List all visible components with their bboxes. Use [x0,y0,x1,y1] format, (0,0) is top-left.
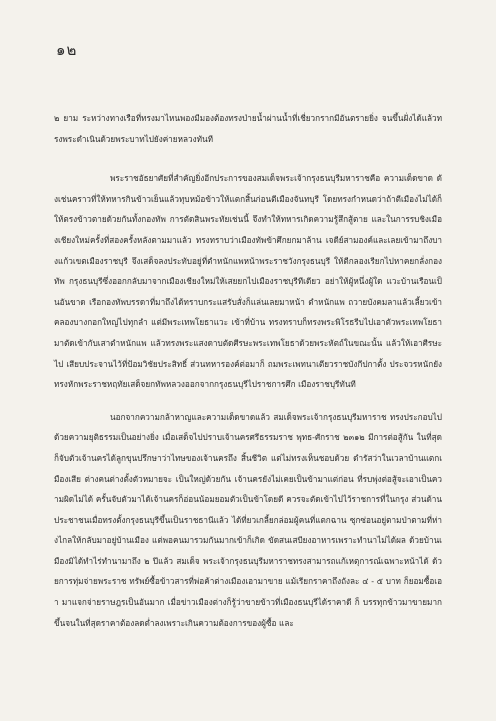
paragraph-justice: นอกจากความกล้าหาญและความเด็ดขาดแล้ว สมเด็จพระเจ้ากรุงธนบุรีมหาราช ทรงประกอบไปด้วยความยุติธรรมเป็นอย่างยิ่ง เมื่อเสด็จไปปราบเจ้านครศรีธรรมราช พุทธ-ศักราช ๒๓๑๒ มีการต่อสู้กัน ในที่สุดก็จับตัวเจ้านครได้ลูกขุนปรึกษาว่าไทษของเจ้านครถึง สิ้นชีวิต แต่ไม่ทรงเห็นชอบด้วย ดำรัสว่าในเวลาบ้านแตกเมืองเสีย ต่างคนต่างตั้งตัวหมายจะ เป็นใหญ่ด้วยกัน เจ้านครยังไม่เคยเป็นข้ามาแต่ก่อน ที่รบพุ่งต่อสู้จะเอาเป็นความผิดไม่ได้ ครั้นจับตัวมาได้เจ้านครก็อ่อนน้อมยอมตัวเป็นข้าโดยดี ควรจะตัดเข้าไปไว้ราชการที่ในกรุง ส่วนด้านประชาชนเมื่อทรงตั้งกรุงธนบุรีขึ้นเป็นราชธานีแล้ว ได้ที่ยวเกลี้ยกล่อมผู้คนที่แตกฉาน ซุกซ่อนอยู่ตามป่าตามที่ห่างไกลให้กลับมาอยู่บ้านเมือง แต่พอคนมารวมกันมากเข้าก็เกิด ขัดสนเสบียงอาหารเพราะทำนาไม่ได้ผล ด้วยบ้านเมืองมิได้ทำไร่ทำนามาถึง ๒ ปีแล้ว สมเด็จ พระเจ้ากรุงธนบุรีมหาราชทรงสามารถแก้เหตุการณ์เฉพาะหน้าได้ ด้วยการทุ่มจ่ายพระราช ทรัพย์ซื้อข้าวสารที่พ่อค้าต่างเมืองเอามาขาย แม้เรียกราคาถึงถังละ ๔ - ๕ บาท ก็ยอมซื้อเอา มาแจกจ่ายราษฎรเป็นอันมาก เมื่อข่าวเมืองต่างก็รู้ว่าขายข้าวที่เมืองธนบุรีได้ราคาดี ก็ บรรทุกข้าวมาขายมากขึ้นจนในที่สุดราคาต้องลดต่ำลงเพราะเกินความต้องการของผู้ซื้อ และ [54,411,442,628]
page-number: ๑๒ [56,41,78,59]
paragraph-decisiveness: พระราชอัธยาศัยที่สำคัญยิ่งอีกประการของสมเด็จพระเจ้ากรุงธนบุรีมหาราชคือ ความเด็ดขาด ดังเช่นคราวที่ให้ทหารกินข้าวเย็นแล้วทุบหม้อข้าวให้แตกสิ้นก่อนตีเมืองจันทบุรี โดยทรงกำหนดว่าถ้าตีเมืองไม่ได้ก็ให้ตรงข้าวตายด้วยกันทั้งกองทัพ การตัดสินพระทัยเช่นนี้ จึงทำให้ทหารเกิดความรู้สึกสู้ตาย และในการรบชิงเมืองเชียงใหม่ครั้งที่สองครั้งหลังตามมาแล้ว ทรงทราบว่าเมืองทัพข้าศึกยกมาล้าน เจดีย์สามองค์และเลยเข้ามาถึงบางแก้วเขตเมืองราชบุรี จึงเสด็จลงประทับอยู่ที่ตำหนักแพหน้าพระราชวังกรุงธนบุรี ให้ตีกลองเรียกไปหาคยกลั่งกองทัพ กรุงธนบุรีซึ่งออกกลับมาจากเมืองเชียงใหม่ให้เสยยกไปเมืองราชบุรีทีเดียว อย่าให้ผู้หนึ่งผู้ใด แวะบ้านเรือนเป็นอันขาด เรือกองทัพบรรดาที่มาถึงได้ทราบกระแสรับสั่งก็แล่นเลยมาหน้า ตำหนักแพ ถวายบังคมลาแล้วเลี้ยวเข้าคลองบางกอกใหญ่ไปทุกลำ แต่มีพระเทพโยธาแวะ เข้าที่บ้าน ทรงทราบก็ทรงพระพิโรธรีบไปเอาตัวพระเทพโยธามาตัดเข้ากับเสาตำหนักแพ แล้วทรงพระแสงดาบตัดศีรษะพระเทพโยธาด้วยพระหัตถ์ในขณะนั้น แล้วให้เอาศีรษะไป เสียบประจานไว้ที่ป้อมวิชัยประสิทธิ์ ส่วนทหารองค์ต่อมาก็ ถมพระเพทนาเตียวราชบังกีปกาตั้ง ประจวรหนักยังทรงหักพระราชหฤทัยเสด็จยกทัพหลวงออกจากกรุงธนบุรีไปราชการศึก เมืองราชบุรีทันที [54,173,442,390]
paragraph-gap [54,395,442,407]
paragraph-gap [54,149,442,168]
paragraph-continuation: ๒ ยาม ระหว่างทางเรือที่ทรงมาไหนพองมีมองต้องทรงป่ายน้ำผ่านน้ำที่เชี่ยวกรากมีอันตรายยิ่ง จนขึ้นฝั่งได้แล้วทรงพระดำเนินด้วยพระบาทไปยังค่ายหลวงทันที [54,113,442,144]
